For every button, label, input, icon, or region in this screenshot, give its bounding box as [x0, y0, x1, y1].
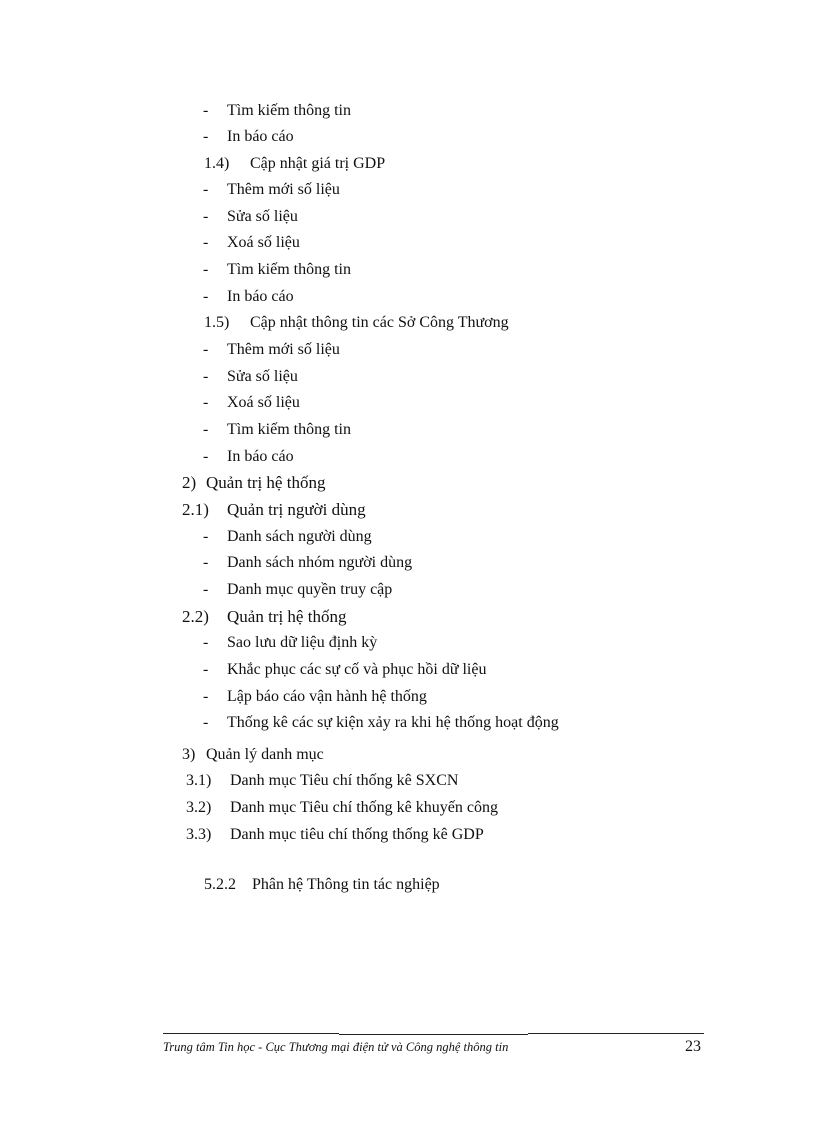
- bullet-dash: -: [203, 288, 209, 305]
- item-text: Phân hệ Thông tin tác nghiệp: [252, 876, 440, 893]
- item-text: Thêm mới số liệu: [227, 181, 340, 198]
- item-text: Tìm kiếm thông tin: [227, 421, 351, 438]
- item-text: Danh mục tiêu chí thống thống kê GDP: [230, 826, 484, 843]
- item-number: 3.3): [186, 826, 212, 843]
- item-text: In báo cáo: [227, 128, 294, 145]
- bullet-dash: -: [203, 528, 209, 545]
- bullet-dash: -: [203, 581, 209, 598]
- item-text: Quản trị người dùng: [227, 500, 366, 519]
- item-text: Danh mục quyền truy cập: [227, 581, 393, 598]
- bullet-dash: -: [203, 234, 209, 251]
- item-text: In báo cáo: [227, 448, 294, 465]
- page-number: 23: [685, 1038, 701, 1055]
- item-number: 3): [182, 746, 196, 763]
- item-text: Sửa số liệu: [227, 208, 298, 225]
- bullet-dash: -: [203, 661, 209, 678]
- item-text: Thống kê các sự kiện xảy ra khi hệ thống hoạt động: [227, 714, 559, 731]
- item-text: Thêm mới số liệu: [227, 341, 340, 358]
- bullet-dash: -: [203, 181, 209, 198]
- bullet-dash: -: [203, 714, 209, 731]
- footer-rule-right: [528, 1033, 704, 1034]
- bullet-dash: -: [203, 634, 209, 651]
- item-text: Xoá số liệu: [227, 234, 300, 251]
- item-text: Sửa số liệu: [227, 368, 298, 385]
- item-number: 3.1): [186, 772, 212, 789]
- item-text: Quản trị hệ thống: [227, 607, 347, 626]
- item-text: In báo cáo: [227, 288, 294, 305]
- bullet-dash: -: [203, 448, 209, 465]
- item-text: Quản trị hệ thống: [206, 473, 326, 492]
- item-text: Xoá số liệu: [227, 394, 300, 411]
- item-text: Danh mục Tiêu chí thống kê SXCN: [230, 772, 459, 789]
- item-number: 1.5): [204, 314, 230, 331]
- item-text: Tìm kiếm thông tin: [227, 102, 351, 119]
- bullet-dash: -: [203, 208, 209, 225]
- bullet-dash: -: [203, 128, 209, 145]
- footer-rule-left: [163, 1033, 339, 1034]
- item-number: 2): [182, 473, 197, 492]
- bullet-dash: -: [203, 688, 209, 705]
- bullet-dash: -: [203, 554, 209, 571]
- item-text: Khắc phục các sự cố và phục hồi dữ liệu: [227, 661, 487, 678]
- item-text: Danh sách nhóm người dùng: [227, 554, 413, 571]
- item-text: Lập báo cáo vận hành hệ thống: [227, 688, 427, 705]
- item-text: Sao lưu dữ liệu định kỳ: [227, 634, 378, 651]
- item-text: Danh mục Tiêu chí thống kê khuyến công: [230, 799, 498, 816]
- item-number: 2.2): [182, 607, 209, 626]
- bullet-dash: -: [203, 102, 209, 119]
- item-text: Cập nhật thông tin các Sở Công Thương: [250, 314, 509, 331]
- item-text: Danh sách người dùng: [227, 528, 372, 545]
- item-text: Tìm kiếm thông tin: [227, 261, 351, 278]
- bullet-dash: -: [203, 341, 209, 358]
- bullet-dash: -: [203, 368, 209, 385]
- bullet-dash: -: [203, 261, 209, 278]
- item-number: 5.2.2: [204, 876, 236, 893]
- item-text: Quản lý danh mục: [206, 746, 324, 763]
- footer-rule-thin: [339, 1034, 528, 1035]
- item-number: 2.1): [182, 500, 209, 519]
- item-text: Cập nhật giá trị GDP: [250, 155, 386, 172]
- item-number: 1.4): [204, 155, 230, 172]
- item-number: 3.2): [186, 799, 212, 816]
- bullet-dash: -: [203, 394, 209, 411]
- footer-text: Trung tâm Tin học - Cục Thương mại điện tử và Công nghệ thông tin: [163, 1040, 509, 1054]
- bullet-dash: -: [203, 421, 209, 438]
